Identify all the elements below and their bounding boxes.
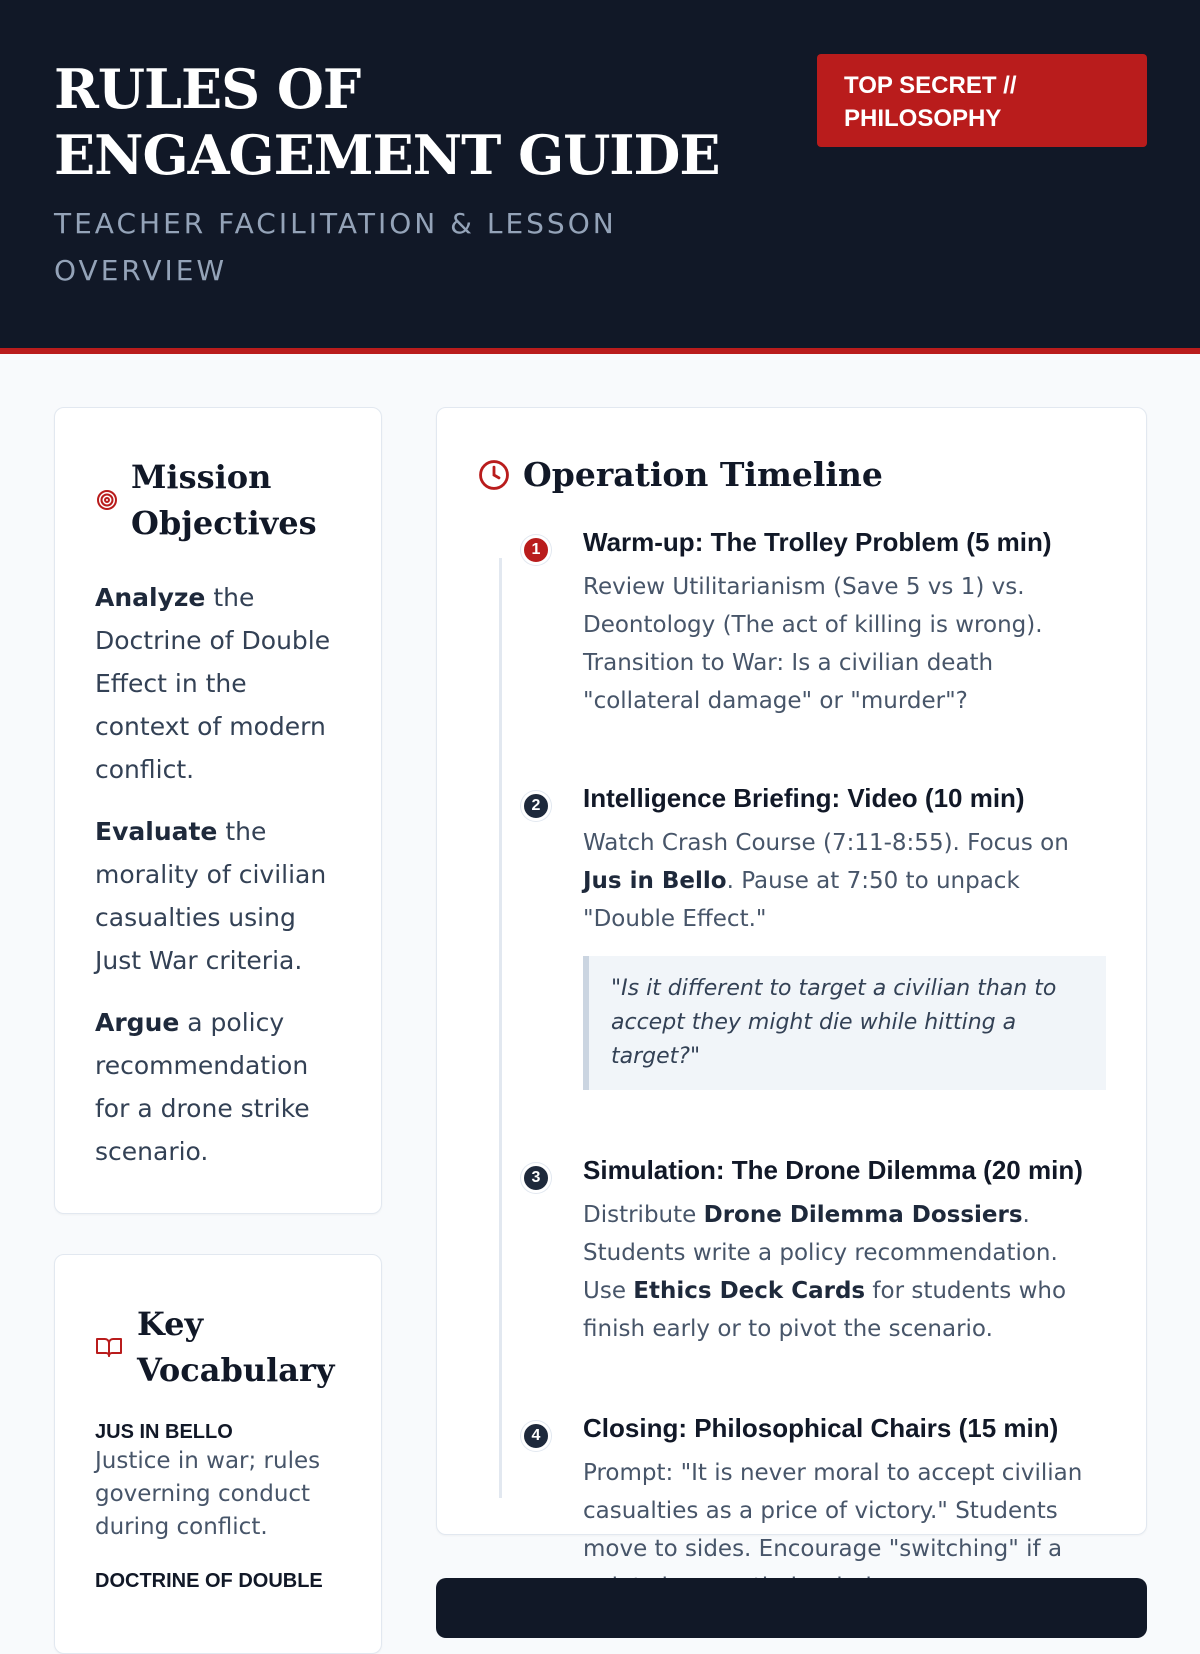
step-number-badge: 3 — [521, 1163, 551, 1193]
step-text: Distribute — [583, 1202, 704, 1228]
next-section-card — [436, 1578, 1147, 1638]
key-vocabulary-card — [54, 1254, 382, 1654]
clock-icon — [477, 452, 523, 498]
step-title: Intelligence Briefing: Video (10 min) — [583, 783, 1025, 813]
step-number-badge: 1 — [521, 535, 551, 565]
step-description — [583, 824, 1106, 938]
step-highlight: Drone Dilemma Dossiers — [703, 1202, 1023, 1228]
step-text: Review Utilitarianism (Save 5 vs 1) vs. Deontology (The act of killing is wrong). Transition to War: Is a civilian death "collateral damage" or "murder"? — [583, 574, 1043, 714]
step-highlight: Ethics Deck Cards — [633, 1278, 866, 1304]
target-icon — [95, 483, 129, 517]
step-number-badge: 4 — [521, 1421, 551, 1451]
step-title: Warm-up: The Trolley Problem (5 min) — [583, 527, 1052, 557]
timeline-step — [477, 1152, 1106, 1348]
page-subtitle: TEACHER FACILITATION & LESSON OVERVIEW — [54, 207, 617, 287]
step-title: Closing: Philosophical Chairs (15 min) — [583, 1413, 1059, 1443]
step-text: Watch Crash Course (7:11-8:55). Focus on — [583, 830, 1069, 856]
step-highlight: Jus in Bello — [583, 868, 727, 894]
discussion-quote: "Is it different to target a civilian than to accept they might die while hitting a target?" — [583, 956, 1106, 1090]
vocab-term: JUS IN BELLO — [95, 1421, 233, 1443]
objective-item — [95, 1001, 341, 1173]
timeline-step — [477, 1410, 1106, 1606]
classification-badge: TOP SECRET // PHILOSOPHY — [817, 54, 1147, 147]
objective-verb: Evaluate — [95, 817, 218, 846]
objective-text: the Doctrine of Double Effect in the context of modern conflict. — [95, 583, 331, 784]
step-text: Prompt: "It is never moral to accept civilian casualties as a price of victory." Students move to sides. Encourage "switching" if a — [583, 1460, 1083, 1562]
timeline-header — [477, 452, 1106, 498]
objective-text: a policy recommendation for a drone strike scenario. — [95, 1008, 310, 1166]
objectives-title: Mission Objectives — [131, 458, 317, 542]
step-description — [583, 1196, 1106, 1348]
timeline-step — [477, 524, 1106, 720]
vocabulary-title: Key Vocabulary — [137, 1305, 335, 1389]
step-text: for students who finish early or to pivot the scenario. — [583, 1278, 1067, 1342]
book-icon — [95, 1330, 135, 1364]
vocab-term: DOCTRINE OF DOUBLE — [95, 1570, 323, 1592]
step-text: . Students write a policy recommendation. Use — [583, 1202, 1058, 1304]
step-title: Simulation: The Drone Dilemma (20 min) — [583, 1155, 1083, 1185]
vocabulary-header — [95, 1301, 341, 1393]
objective-verb: Analyze — [95, 583, 206, 612]
objective-item — [95, 576, 341, 791]
operation-timeline-card — [436, 407, 1147, 1562]
objective-text: the morality of civilian casualties using Just War criteria. — [95, 817, 327, 975]
timeline-title: Operation Timeline — [523, 455, 883, 494]
step-description — [583, 568, 1106, 720]
vocab-definition: Justice in war; rules governing conduct during conflict. — [95, 1448, 321, 1540]
page-title: RULES OF ENGAGEMENT GUIDE — [54, 57, 720, 187]
timeline-steps — [477, 524, 1106, 1606]
mission-objectives-card — [54, 407, 382, 1214]
step-number-badge: 2 — [521, 791, 551, 821]
objective-verb: Argue — [95, 1008, 180, 1037]
step-text: . Pause at 7:50 to unpack "Double Effect." — [583, 868, 1020, 932]
vocabulary-list — [95, 1419, 341, 1594]
timeline-step — [477, 780, 1106, 1090]
objectives-header — [95, 454, 341, 546]
objectives-list — [95, 576, 341, 1173]
objective-item — [95, 810, 341, 982]
page-header — [0, 0, 1200, 354]
